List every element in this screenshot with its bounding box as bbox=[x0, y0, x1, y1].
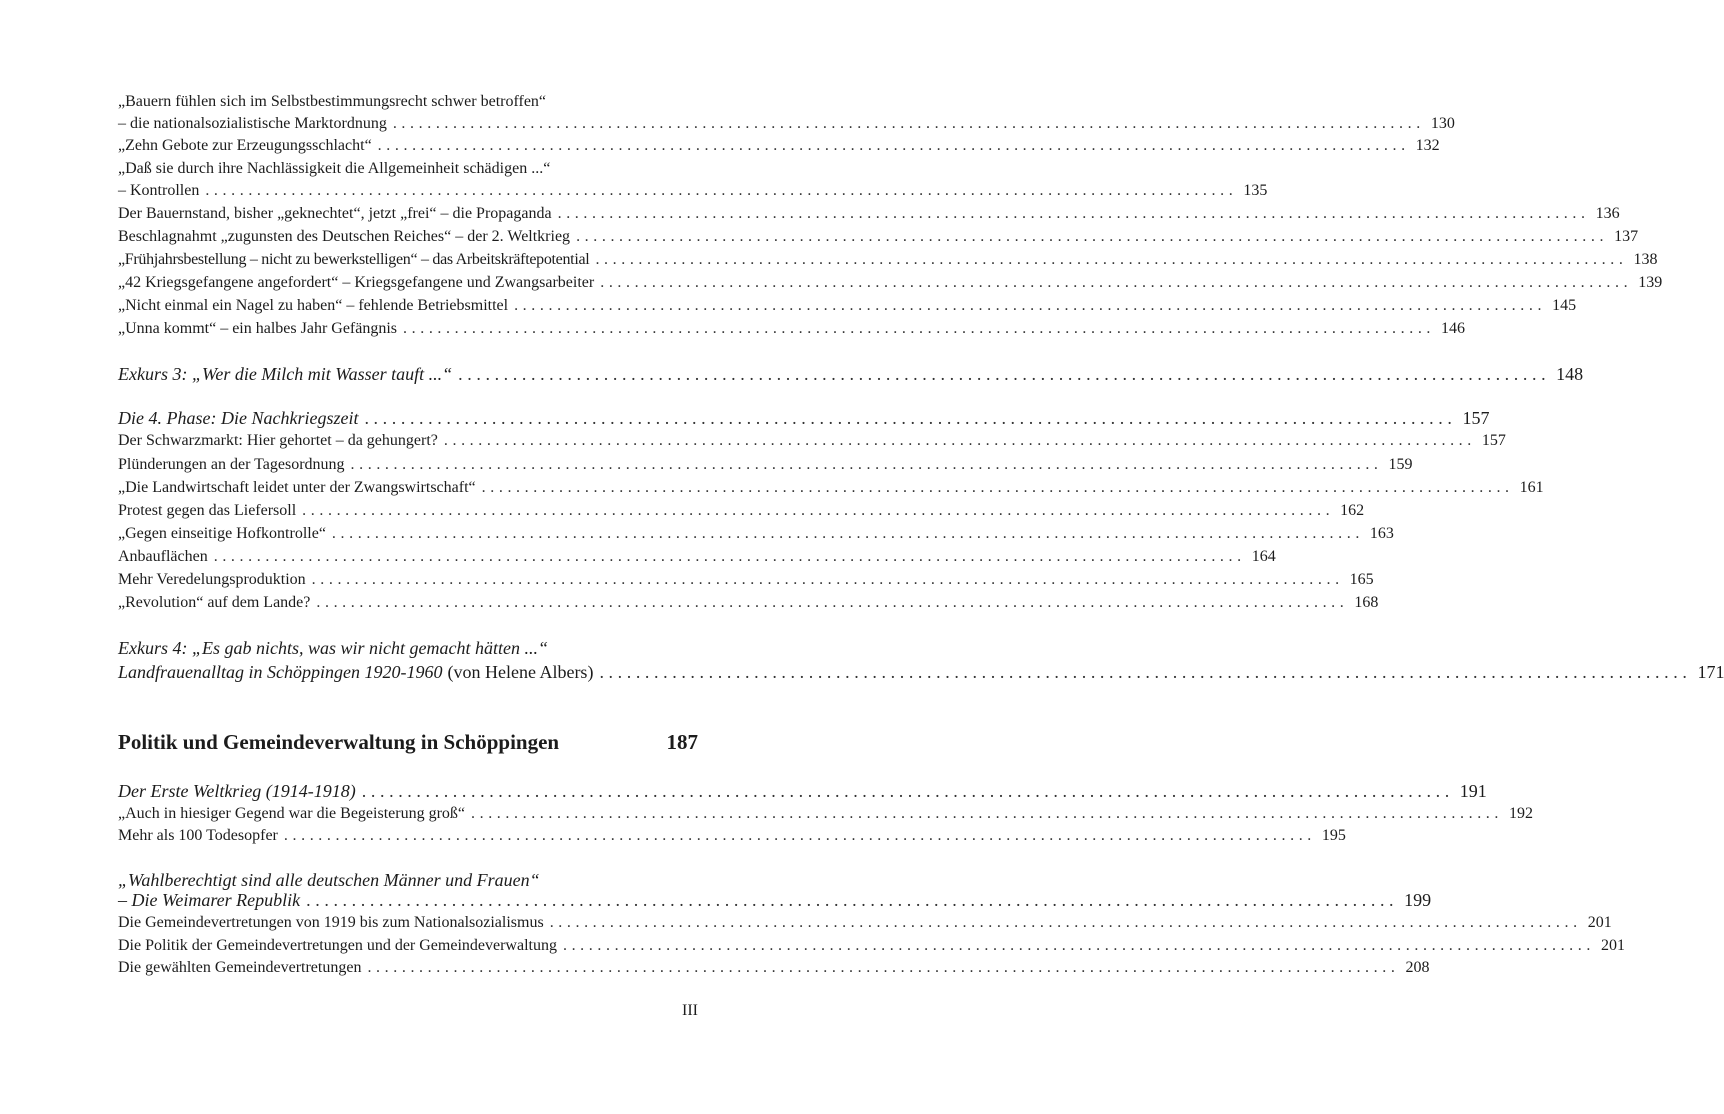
dot-leader: ........................................................................................................................ bbox=[331, 525, 1364, 542]
toc-entry-section bbox=[118, 779, 1487, 803]
entry-author: (von Helene Albers) bbox=[447, 662, 594, 682]
toc-entry-excursus bbox=[118, 660, 1724, 684]
entry-page: 139 bbox=[1638, 274, 1663, 291]
toc-entry bbox=[118, 826, 1346, 846]
entry-title: Mehr als 100 Todesopfer bbox=[118, 827, 278, 844]
toc-entry bbox=[118, 593, 1379, 613]
toc-entry bbox=[118, 804, 1533, 824]
entry-page: 159 bbox=[1388, 456, 1413, 473]
entry-title: Der Erste Weltkrieg (1914-1918) bbox=[118, 781, 356, 801]
entry-title: „Zehn Gebote zur Erzeugungsschlacht“ bbox=[118, 137, 372, 154]
entry-title: „42 Kriegsgefangene angefordert“ – Kriegsgefangene und Zwangsarbeiter bbox=[118, 274, 595, 291]
entry-page: 208 bbox=[1405, 959, 1430, 976]
toc-entry bbox=[118, 913, 1612, 933]
entry-page: 161 bbox=[1519, 479, 1544, 496]
entry-title: „Wahlberechtigt sind alle deutschen Männer und Frauen“ bbox=[118, 870, 540, 890]
entry-page: 201 bbox=[1587, 914, 1612, 931]
toc-entry bbox=[118, 455, 1413, 475]
dot-leader: ........................................................................................................................ bbox=[392, 115, 1425, 132]
dot-leader: ........................................................................................................................ bbox=[595, 251, 1628, 268]
entry-title: – Kontrollen bbox=[118, 182, 200, 199]
entry-title: Die Gemeindevertretungen von 1919 bis zum Nationalsozialismus bbox=[118, 914, 544, 931]
entry-title: „Gegen einseitige Hofkontrolle“ bbox=[118, 525, 326, 542]
dot-leader: ........................................................................................................................ bbox=[481, 479, 1514, 496]
toc-entry-excursus bbox=[118, 362, 1584, 386]
entry-title: Der Schwarzmarkt: Hier gehortet – da gehungert? bbox=[118, 432, 438, 449]
entry-title: „Frühjahrsbestellung – nicht zu bewerkstelligen“ – das Arbeitskräftepotential bbox=[118, 251, 590, 268]
dot-leader: ........................................................................................................................ bbox=[302, 502, 1335, 519]
dot-leader: ........................................................................................................................ bbox=[283, 827, 1316, 844]
entry-page: 201 bbox=[1600, 937, 1625, 954]
dot-leader: ........................................................................................................................ bbox=[443, 432, 1476, 449]
entry-page: 199 bbox=[1404, 890, 1432, 910]
entry-page: 135 bbox=[1243, 182, 1268, 199]
dot-leader: ........................................................................................................................ bbox=[458, 364, 1551, 384]
entry-page: 157 bbox=[1462, 408, 1490, 428]
entry-title: „Daß sie durch ihre Nachlässigkeit die Allgemeinheit schädigen ...“ bbox=[118, 160, 551, 177]
entry-title: Die gewählten Gemeindevertretungen bbox=[118, 959, 362, 976]
toc-entry bbox=[118, 570, 1374, 590]
entry-title: „Nicht einmal ein Nagel zu haben“ – fehlende Betriebsmittel bbox=[118, 297, 509, 314]
dot-leader: ........................................................................................................................ bbox=[361, 781, 1454, 801]
entry-title: „Die Landwirtschaft leidet unter der Zwangswirtschaft“ bbox=[118, 479, 476, 496]
entry-title: Die Politik der Gemeindevertretungen und der Gemeindeverwaltung bbox=[118, 937, 557, 954]
entry-title: „Revolution“ auf dem Lande? bbox=[118, 594, 311, 611]
entry-page: 192 bbox=[1509, 805, 1533, 822]
entry-page: 163 bbox=[1369, 525, 1394, 542]
dot-leader: ........................................................................................................................ bbox=[205, 182, 1238, 199]
entry-page: 162 bbox=[1340, 502, 1365, 519]
toc-entry bbox=[118, 936, 1625, 956]
entry-title: Landfrauenalltag in Schöppingen 1920-1960 bbox=[118, 662, 443, 682]
toc-entry bbox=[118, 547, 1276, 567]
entry-title: – die nationalsozialistische Marktordnung bbox=[118, 115, 387, 132]
dot-leader: ........................................................................................................................ bbox=[514, 297, 1547, 314]
entry-title: – Die Weimarer Republik bbox=[118, 890, 301, 910]
dot-leader: ........................................................................................................................ bbox=[562, 937, 1595, 954]
toc-entry bbox=[118, 136, 1440, 156]
toc-entry bbox=[118, 431, 1506, 451]
entry-title: Beschlagnahmt „zugunsten des Deutschen Reiches“ – der 2. Weltkrieg bbox=[118, 228, 571, 245]
toc-entry-excursus bbox=[118, 636, 698, 660]
toc-entry bbox=[118, 92, 698, 112]
entry-page: 191 bbox=[1459, 781, 1487, 801]
entry-title: Mehr Veredelungsproduktion bbox=[118, 571, 306, 588]
entry-page: 136 bbox=[1595, 205, 1620, 222]
entry-title: Plünderungen an der Tagesordnung bbox=[118, 456, 345, 473]
dot-leader: ........................................................................................................................ bbox=[367, 959, 1400, 976]
dot-leader: ........................................................................................................................ bbox=[576, 228, 1609, 245]
toc-entry bbox=[118, 114, 1455, 134]
toc-entry bbox=[118, 524, 1394, 544]
entry-page: 168 bbox=[1354, 594, 1379, 611]
toc-entry-section bbox=[118, 406, 1490, 430]
toc-entry bbox=[118, 478, 1544, 498]
dot-leader: ........................................................................................................................ bbox=[471, 805, 1503, 822]
entry-page: 165 bbox=[1349, 571, 1374, 588]
toc-entry bbox=[118, 319, 1466, 339]
chapter-title: Politik und Gemeindeverwaltung in Schöppingen bbox=[118, 730, 560, 754]
toc-entry-section bbox=[118, 888, 1432, 912]
toc-entry bbox=[118, 181, 1268, 201]
entry-title: „Auch in hiesiger Gegend war die Begeisterung groß“ bbox=[118, 805, 465, 822]
entry-title: Protest gegen das Liefersoll bbox=[118, 502, 297, 519]
entry-page: 137 bbox=[1614, 228, 1639, 245]
toc-entry bbox=[118, 250, 1658, 270]
entry-page: 171 bbox=[1697, 662, 1724, 682]
toc-entry bbox=[118, 958, 1430, 978]
dot-leader: ........................................................................................................................ bbox=[364, 408, 1457, 428]
entry-title: „Unna kommt“ – ein halbes Jahr Gefängnis bbox=[118, 320, 398, 337]
dot-leader: ........................................................................................................................ bbox=[403, 320, 1436, 337]
entry-page: 157 bbox=[1481, 432, 1506, 449]
dot-leader: ........................................................................................................................ bbox=[350, 456, 1383, 473]
chapter-page: 187 bbox=[666, 730, 698, 754]
dot-leader: ........................................................................................................................ bbox=[377, 137, 1410, 154]
toc-entry bbox=[118, 273, 1663, 293]
chapter-heading bbox=[118, 728, 698, 756]
dot-leader: ........................................................................................................................ bbox=[599, 662, 1692, 682]
toc-entry bbox=[118, 204, 1620, 224]
dot-leader: ........................................................................................................................ bbox=[306, 890, 1399, 910]
entry-page: 148 bbox=[1556, 364, 1584, 384]
toc-entry bbox=[118, 227, 1639, 247]
dot-leader: ........................................................................................................................ bbox=[600, 274, 1633, 291]
dot-leader: ........................................................................................................................ bbox=[557, 205, 1590, 222]
toc-entry bbox=[118, 501, 1365, 521]
toc-entry bbox=[118, 159, 698, 179]
entry-page: 145 bbox=[1552, 297, 1577, 314]
entry-page: 138 bbox=[1633, 251, 1658, 268]
entry-page: 130 bbox=[1430, 115, 1455, 132]
entry-page: 132 bbox=[1415, 137, 1440, 154]
entry-page: 195 bbox=[1321, 827, 1346, 844]
page-number: III bbox=[682, 1002, 698, 1019]
dot-leader: ........................................................................................................................ bbox=[549, 914, 1582, 931]
entry-title: Exkurs 3: „Wer die Milch mit Wasser tauft ...“ bbox=[118, 364, 453, 384]
dot-leader: ........................................................................................................................ bbox=[316, 594, 1349, 611]
entry-title: Der Bauernstand, bisher „geknechtet“, jetzt „frei“ – die Propaganda bbox=[118, 205, 552, 222]
entry-page: 164 bbox=[1251, 548, 1276, 565]
entry-title: Anbauflächen bbox=[118, 548, 208, 565]
entry-page: 146 bbox=[1441, 320, 1466, 337]
dot-leader: ........................................................................................................................ bbox=[213, 548, 1246, 565]
dot-leader: ........................................................................................................................ bbox=[311, 571, 1344, 588]
entry-title: „Bauern fühlen sich im Selbstbestimmungsrecht schwer betroffen“ bbox=[118, 93, 547, 110]
entry-title: Die 4. Phase: Die Nachkriegszeit bbox=[118, 408, 359, 428]
entry-title: Exkurs 4: „Es gab nichts, was wir nicht gemacht hätten ...“ bbox=[118, 638, 548, 658]
toc-entry bbox=[118, 296, 1577, 316]
